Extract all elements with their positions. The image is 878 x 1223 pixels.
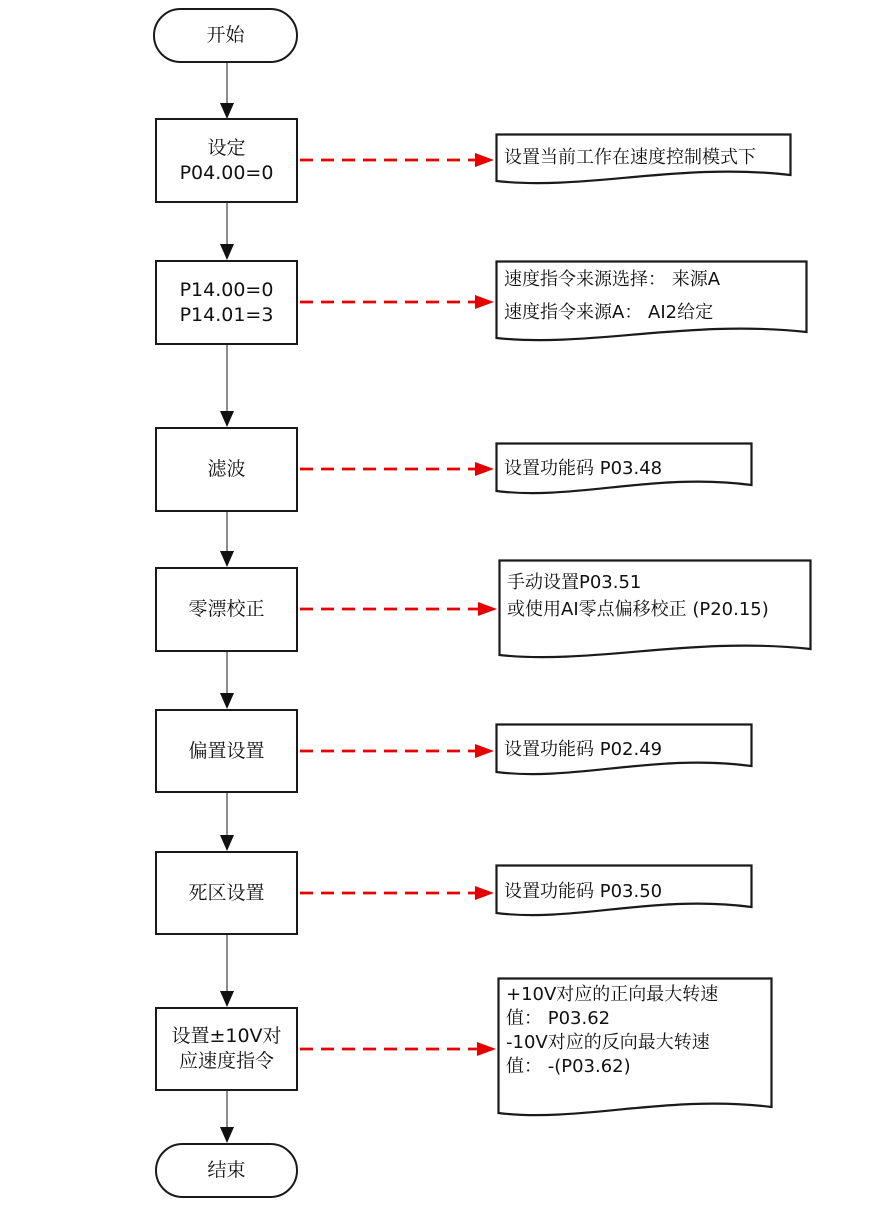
node-label: 应速度指令	[178, 1050, 274, 1072]
annotation-filter-code	[495, 442, 753, 498]
annotation-line: 速度指令来源A： AI2给定	[504, 302, 714, 323]
node-speed-source	[155, 260, 298, 345]
node-set-control-mode	[155, 118, 298, 203]
annotation-arrow-icon	[300, 153, 496, 167]
node-end-label: 结束	[207, 1159, 246, 1181]
node-filter	[155, 427, 298, 512]
flow-arrow-down-icon	[219, 793, 235, 851]
flow-arrow-down-icon	[219, 203, 235, 260]
annotation-arrow-icon	[300, 462, 496, 476]
node-deadzone-setting	[155, 851, 298, 935]
flow-arrow-down-icon	[219, 345, 235, 427]
flow-arrow-down-icon	[219, 935, 235, 1007]
annotation-line: 设置功能码 P02.49	[504, 739, 663, 760]
annotation-offset-code	[495, 723, 753, 779]
annotation-speed-source	[495, 260, 808, 345]
annotation-line: 手动设置P03.51	[507, 572, 642, 593]
annotation-line: 值： P03.62	[506, 1008, 611, 1029]
annotation-deadzone-code	[495, 864, 753, 920]
node-label: 设定	[207, 136, 246, 159]
annotation-zero-drift	[498, 559, 812, 662]
node-label: 零漂校正	[188, 598, 265, 620]
annotation-arrow-icon	[300, 295, 496, 309]
annotation-line: 或使用AI零点偏移校正 (P20.15)	[507, 599, 769, 620]
annotation-line: 值： -(P03.62)	[506, 1056, 631, 1077]
node-zero-drift-correction	[155, 567, 298, 652]
node-label: 偏置设置	[188, 739, 265, 762]
annotation-line: -10V对应的反向最大转速	[506, 1032, 710, 1053]
annotation-control-mode	[495, 133, 792, 188]
node-start-label: 开始	[206, 24, 245, 46]
flow-arrow-down-icon	[219, 1091, 235, 1143]
node-label: 滤波	[207, 458, 246, 480]
node-label: P14.00=0	[179, 278, 274, 301]
node-10v-speed-command	[155, 1007, 298, 1091]
node-offset-setting	[155, 709, 298, 793]
node-end	[155, 1143, 298, 1198]
flow-arrow-down-icon	[219, 652, 235, 709]
annotation-line: +10V对应的正向最大转速	[506, 984, 719, 1005]
annotation-arrow-icon	[300, 602, 496, 616]
flow-arrow-down-icon	[219, 512, 235, 567]
annotation-arrow-icon	[300, 886, 496, 900]
annotation-max-speed	[497, 977, 773, 1120]
node-start	[153, 8, 298, 63]
node-label: 死区设置	[188, 881, 265, 904]
node-label: P14.01=3	[179, 303, 274, 326]
node-label: 设置±10V对	[171, 1025, 282, 1047]
annotation-line: 设置功能码 P03.50	[504, 881, 663, 902]
annotation-arrow-icon	[300, 744, 496, 758]
annotation-line: 设置当前工作在速度控制模式下	[504, 147, 756, 168]
annotation-arrow-icon	[300, 1042, 496, 1056]
flow-arrow-down-icon	[219, 63, 235, 119]
annotation-line: 速度指令来源选择： 来源A	[504, 269, 721, 290]
node-label: P04.00=0	[179, 161, 274, 184]
annotation-line: 设置功能码 P03.48	[504, 458, 663, 479]
